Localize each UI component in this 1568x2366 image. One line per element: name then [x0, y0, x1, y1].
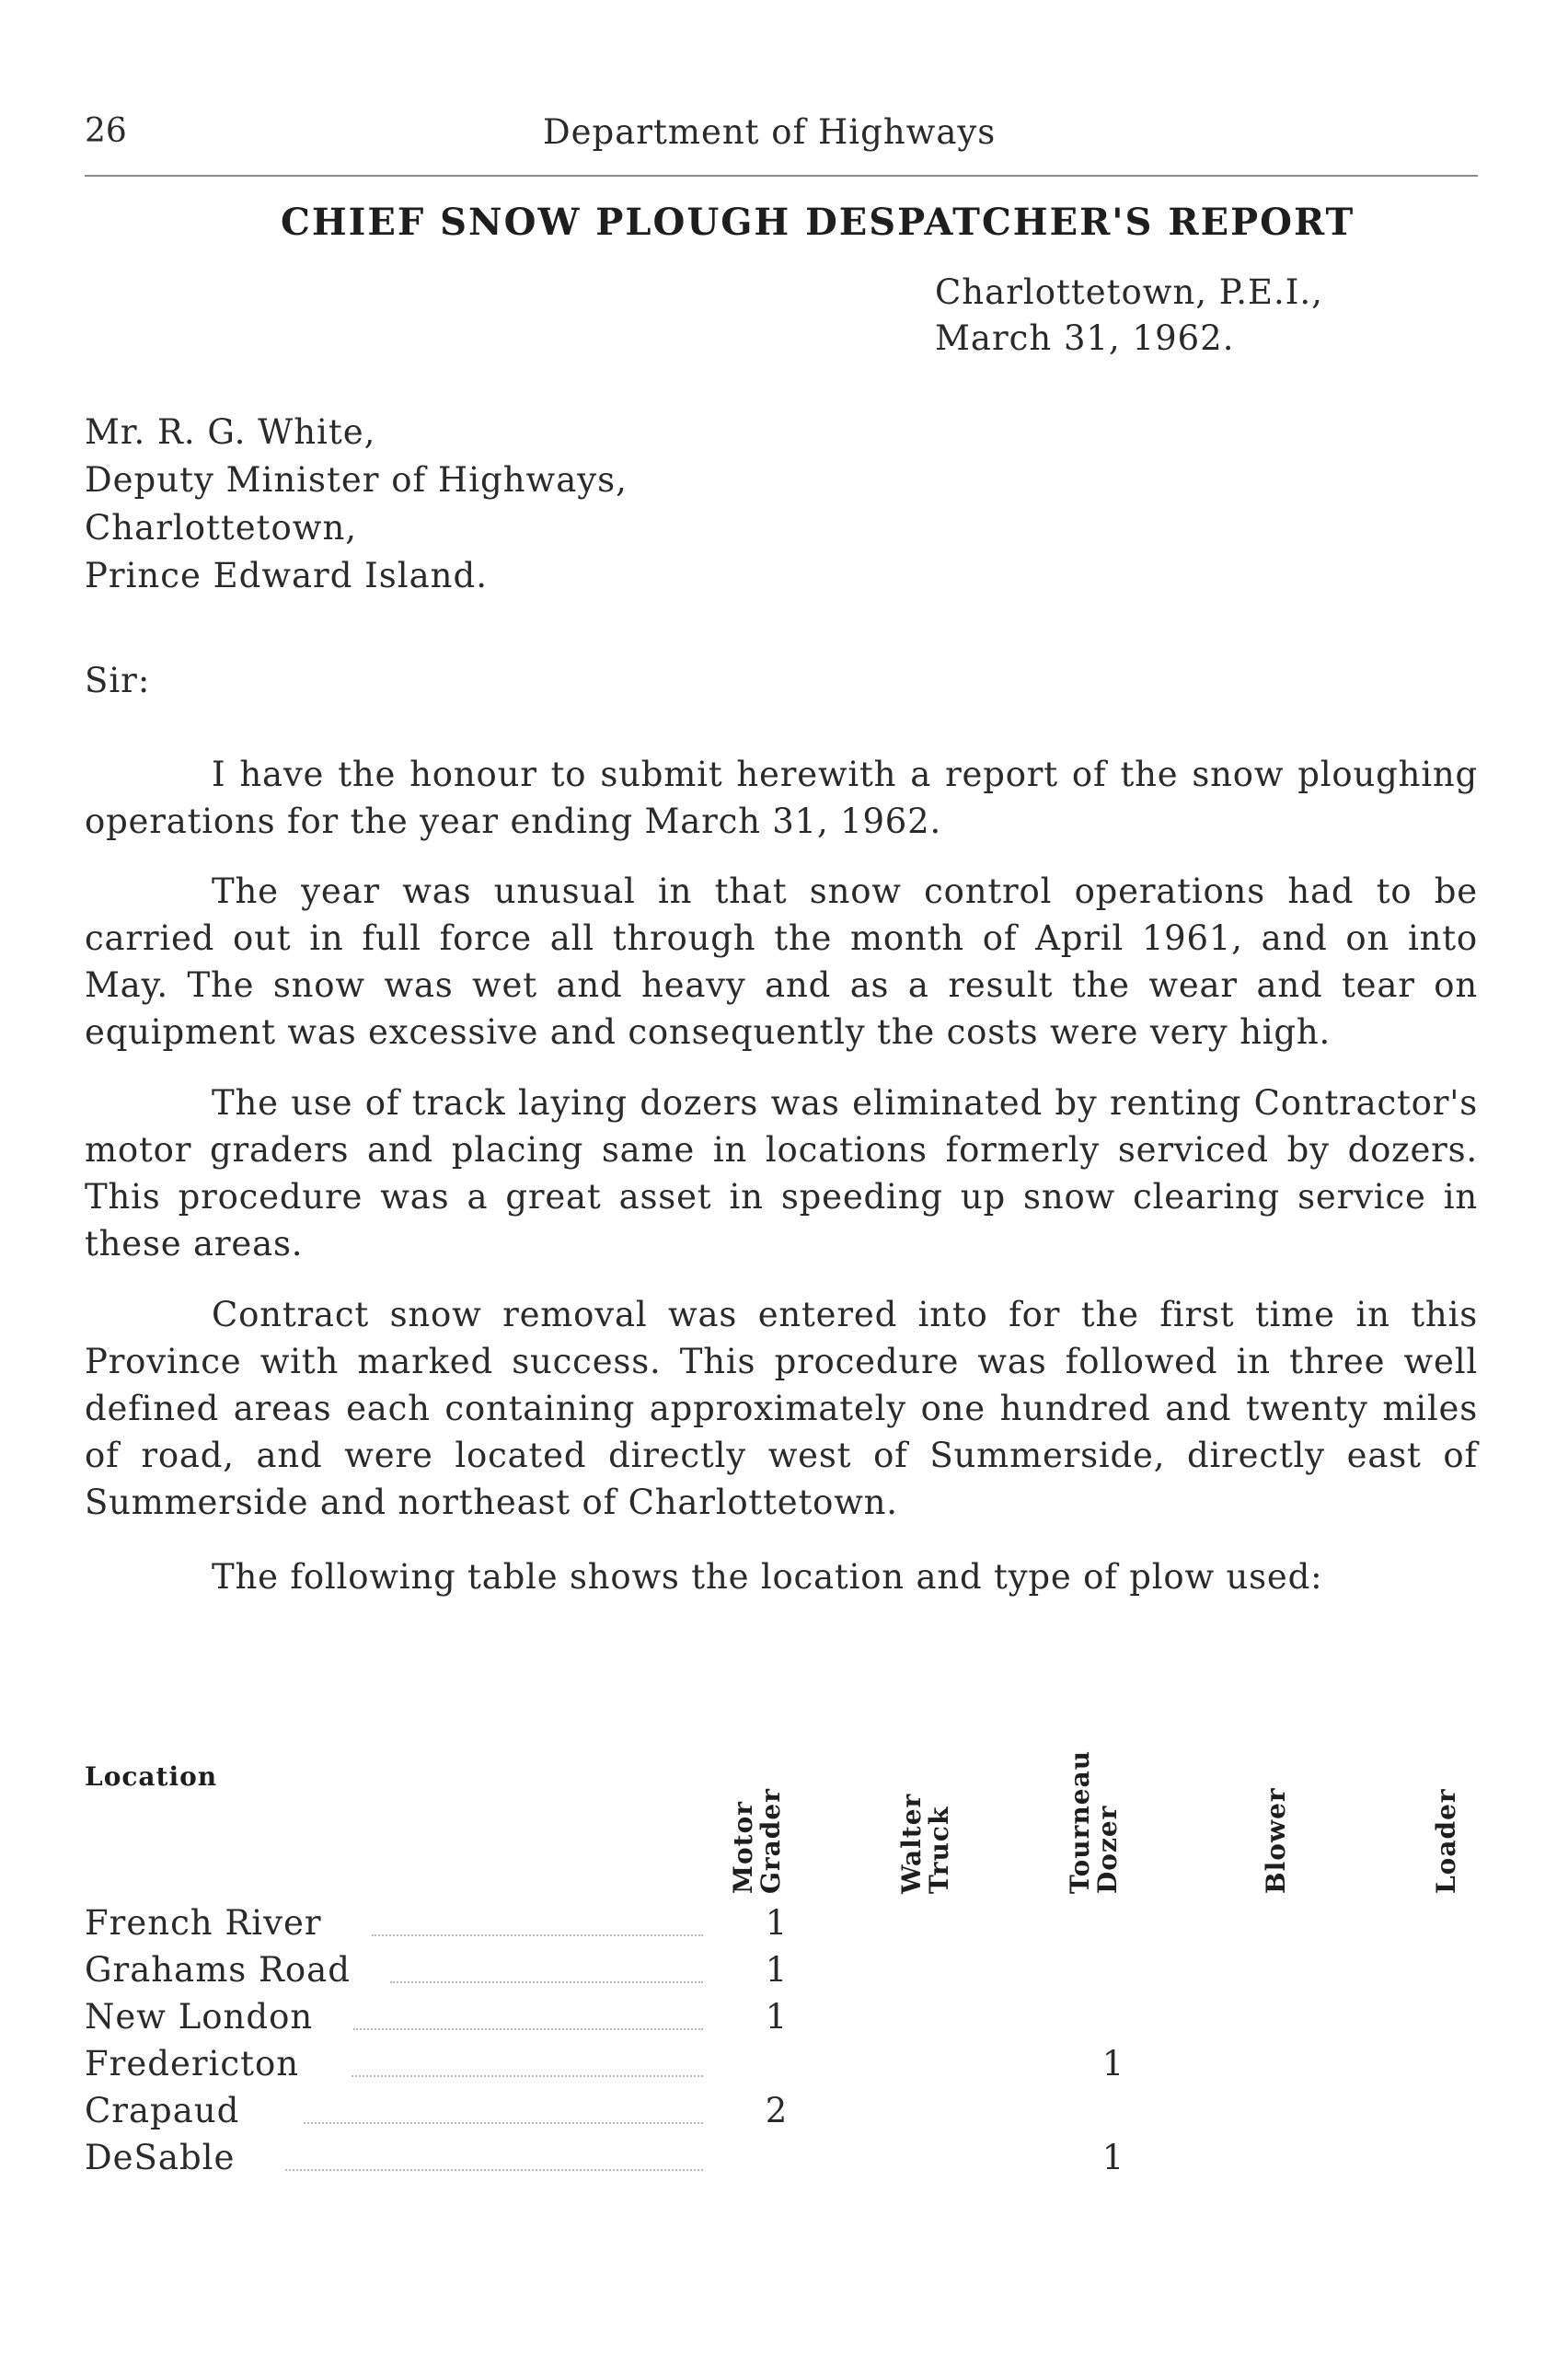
address-line: Charlottetown,	[85, 508, 358, 548]
table-row	[85, 2091, 1539, 2137]
table-header-line: Motor	[728, 1800, 758, 1894]
dateline-date: March 31, 1962.	[935, 318, 1235, 358]
table-header-blower	[1262, 1787, 1290, 1894]
table-row	[85, 1950, 1539, 1996]
table-row	[85, 1903, 1539, 1949]
row-location: Fredericton	[85, 2044, 300, 2083]
report-title: CHIEF SNOW PLOUGH DESPATCHER'S REPORT	[281, 201, 1355, 244]
table-header-motor-grader	[730, 1788, 785, 1894]
cell-motor-grader: 1	[765, 1950, 789, 1990]
salutation: Sir:	[85, 661, 151, 700]
dot-leader	[352, 2075, 703, 2077]
row-location: DeSable	[85, 2138, 236, 2177]
row-location: New London	[85, 1997, 314, 2037]
row-location: French River	[85, 1903, 322, 1943]
dot-leader	[372, 1934, 703, 1936]
table-row	[85, 1997, 1539, 2043]
table-row	[85, 2044, 1539, 2090]
table-header-location: Location	[85, 1761, 218, 1792]
table-header-loader	[1433, 1788, 1460, 1894]
dot-leader	[304, 2122, 703, 2124]
table-header-line: Tourneau	[1065, 1749, 1095, 1894]
cell-motor-grader: 1	[765, 1903, 789, 1943]
address-line: Deputy Minister of Highways,	[85, 460, 628, 500]
cell-tourneau-dozer: 1	[1101, 2138, 1125, 2177]
row-location: Grahams Road	[85, 1950, 351, 1990]
header-rule	[85, 175, 1478, 177]
table-header-line: Grader	[755, 1788, 786, 1894]
cell-tourneau-dozer: 1	[1101, 2044, 1125, 2083]
dateline-place: Charlottetown, P.E.I.,	[935, 272, 1323, 312]
dot-leader	[285, 2169, 703, 2171]
table-header-line: Blower	[1261, 1787, 1291, 1894]
body-paragraph: The year was unusual in that snow control operations had to be carried out in full force all through the month of April 1961, and on into May. The snow was wet and heavy and as a result the wear and tear on equipment was excessive and consequently the costs were very high.	[85, 871, 1478, 1052]
cell-motor-grader: 2	[765, 2091, 789, 2130]
table-header-line: Dozer	[1092, 1805, 1123, 1894]
body-paragraph: The following table shows the location and type of plow used:	[212, 1557, 1323, 1597]
body-paragraph: I have the honour to submit herewith a report of the snow ploughing operations for the year ending March 31, 1962.	[85, 755, 1478, 841]
table-header-walter-truck	[898, 1794, 953, 1894]
table-header-tourneau-dozer	[1066, 1750, 1122, 1894]
dot-leader	[353, 2028, 703, 2030]
table-header-line: Walter	[896, 1793, 927, 1894]
dot-leader	[390, 1981, 703, 1983]
cell-motor-grader: 1	[765, 1997, 789, 2037]
table-row	[85, 2138, 1539, 2184]
row-location: Crapaud	[85, 2091, 240, 2130]
body-paragraph: The use of track laying dozers was eliminated by renting Contractor's motor graders and placing same in locations formerly serviced by dozers. This procedure was a great asset in speeding up snow clearing service in these areas.	[85, 1083, 1478, 1264]
body-paragraph: Contract snow removal was entered into for the first time in this Province with marked success. This procedure was followed in three well defined areas each containing approximately one hundred and twenty miles of road, and were located directly west of Summerside, directly east of Summerside and northeast of Charlottetown.	[85, 1295, 1478, 1522]
running-head: Department of Highways	[543, 112, 997, 152]
address-line: Prince Edward Island.	[85, 556, 488, 595]
address-line: Mr. R. G. White,	[85, 412, 376, 452]
table-header-line: Truck	[924, 1806, 954, 1894]
table-header-line: Loader	[1431, 1788, 1461, 1894]
page-number: 26	[85, 112, 127, 150]
